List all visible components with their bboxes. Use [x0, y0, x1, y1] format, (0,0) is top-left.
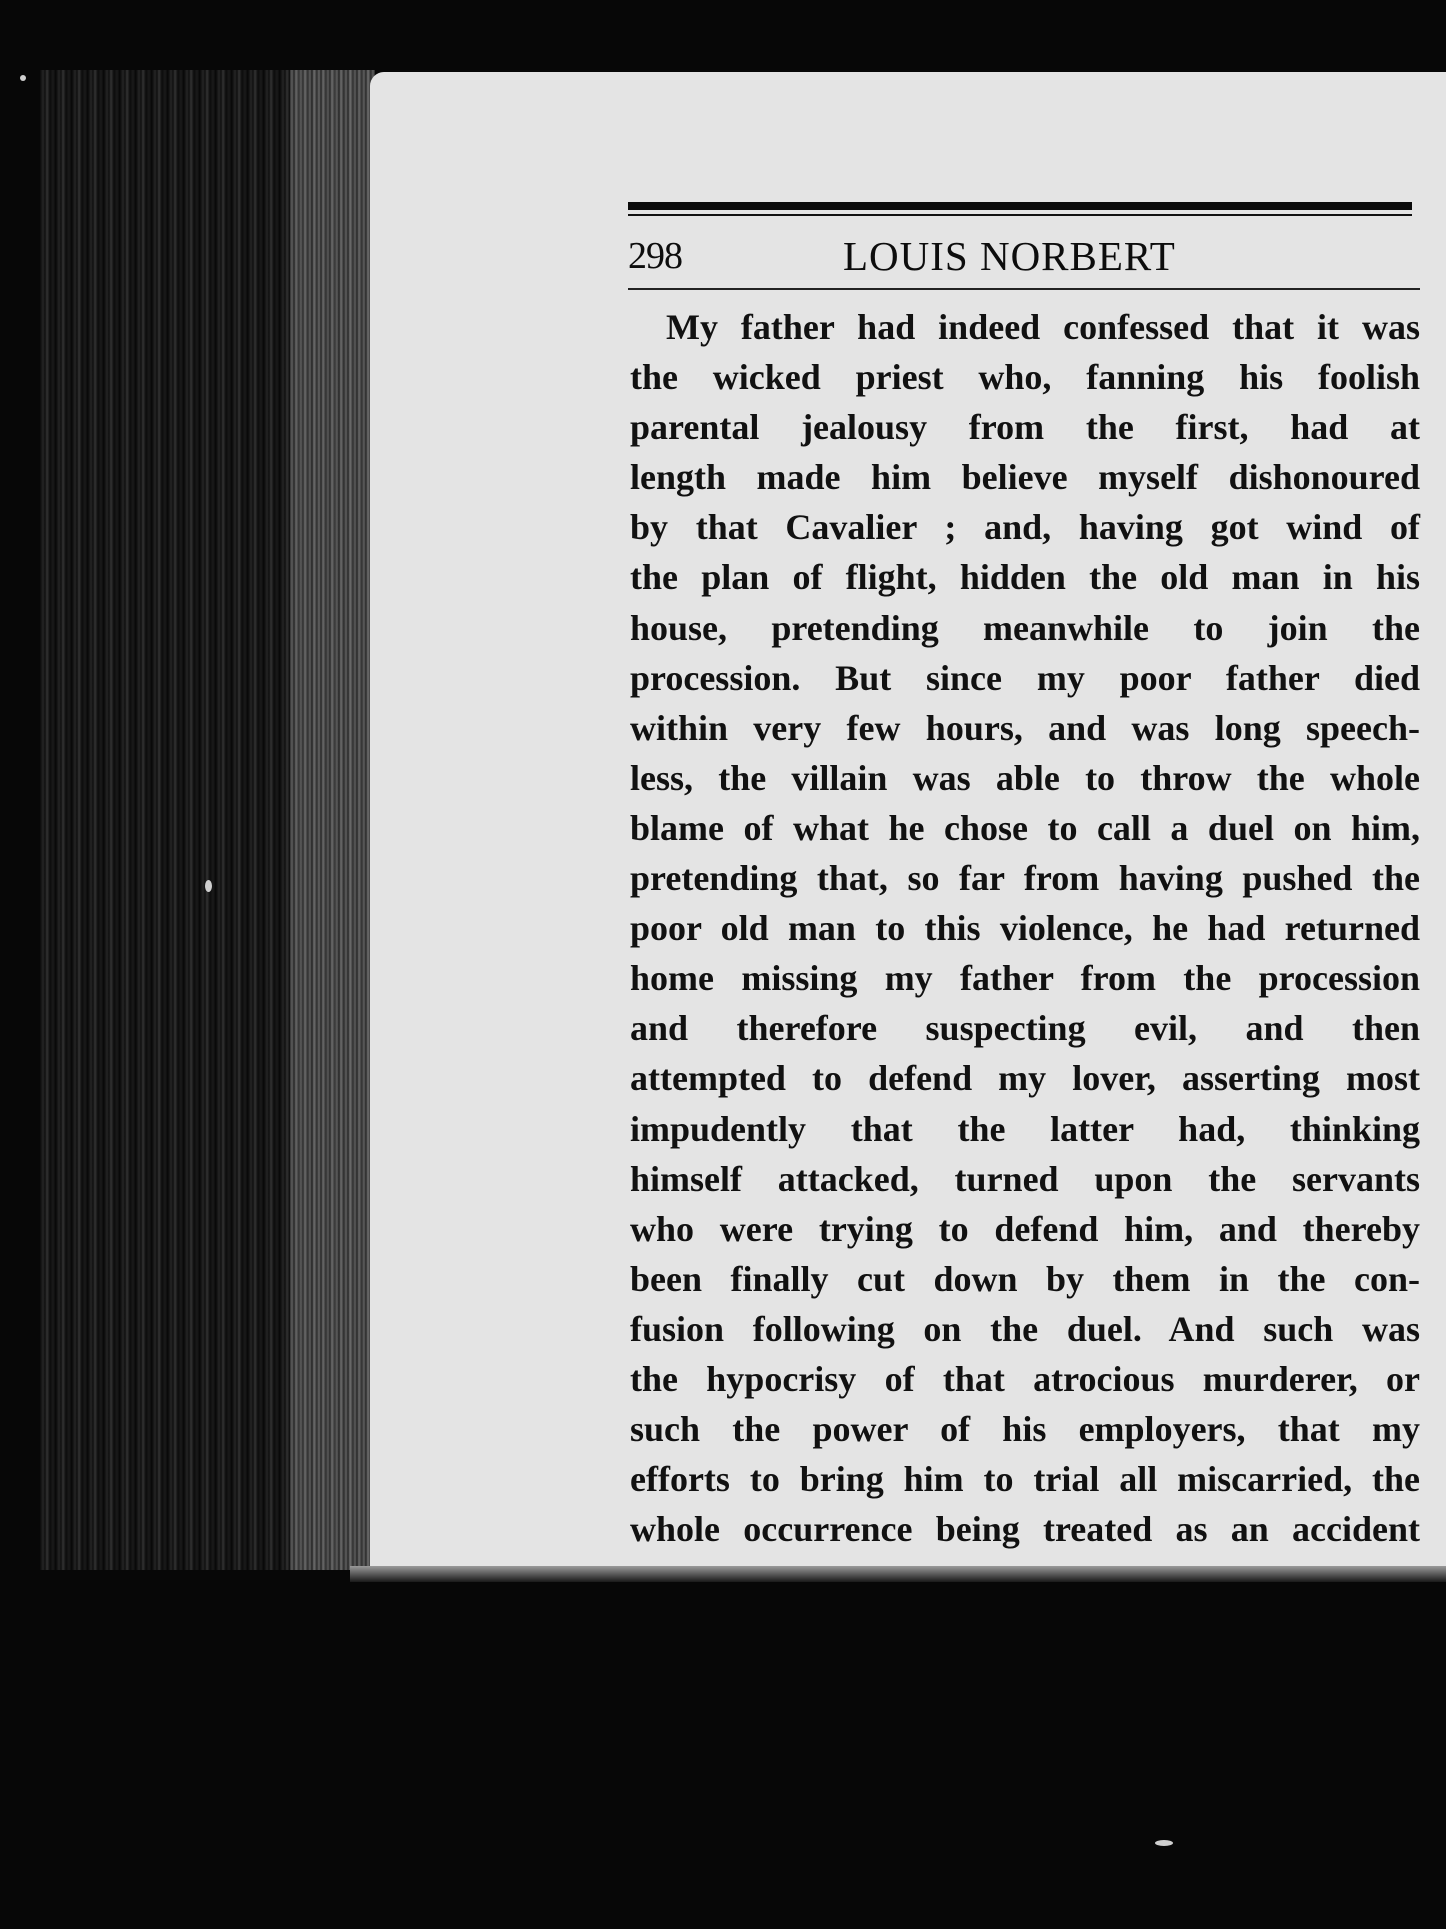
dust-speck	[205, 880, 212, 892]
page-bottom-edge	[350, 1566, 1446, 1582]
text-line: by that Cavalier ; and, having got wind of	[630, 507, 1420, 548]
text-line: himself attacked, turned upon the servants	[630, 1158, 1420, 1199]
dust-speck	[20, 75, 26, 81]
text-line: the hypocrisy of that atrocious murderer, or	[630, 1358, 1420, 1399]
dust-speck	[1155, 1840, 1173, 1846]
text-line: length made him believe myself dishonoured	[630, 457, 1420, 498]
text-line: the plan of flight, hidden the old man in his	[630, 557, 1420, 598]
page-edges	[290, 70, 375, 1570]
running-head	[628, 228, 1420, 290]
text-line: pretending that, so far from having pushed the	[630, 858, 1420, 899]
running-head-rule	[628, 288, 1420, 290]
text-line: less, the villain was able to throw the whole	[630, 757, 1420, 798]
body-text	[630, 302, 1420, 1554]
text-line: house, pretending meanwhile to join the	[630, 607, 1420, 648]
text-line: procession. But since my poor father died	[630, 657, 1420, 698]
text-line: who were trying to defend him, and thereby	[630, 1208, 1420, 1249]
text-line: home missing my father from the procession	[630, 958, 1420, 999]
text-line: attempted to defend my lover, asserting most	[630, 1058, 1420, 1099]
text-line: and therefore suspecting evil, and then	[630, 1008, 1420, 1049]
header-rule	[628, 202, 1412, 210]
text-line: impudently that the latter had, thinking	[630, 1108, 1420, 1149]
text-line: parental jealousy from the first, had at	[630, 407, 1420, 448]
text-line: My father had indeed confessed that it was	[666, 307, 1420, 347]
text-line: fusion following on the duel. And such was	[630, 1308, 1420, 1349]
running-title: LOUIS NORBERT	[843, 233, 1176, 279]
text-line: efforts to bring him to trial all miscarried, the	[630, 1459, 1420, 1500]
text-line: within very few hours, and was long speech-	[630, 707, 1420, 748]
page-number: 298	[628, 235, 682, 277]
text-line: such the power of his employers, that my	[630, 1409, 1420, 1450]
text-line: whole occurrence being treated as an accident	[630, 1509, 1420, 1550]
text-line: blame of what he chose to call a duel on him,	[630, 807, 1420, 848]
header-rule-thin	[628, 214, 1412, 216]
text-line: the wicked priest who, fanning his foolish	[630, 357, 1420, 398]
text-line: been finally cut down by them in the con-	[630, 1258, 1420, 1299]
text-line: poor old man to this violence, he had returned	[630, 908, 1420, 949]
